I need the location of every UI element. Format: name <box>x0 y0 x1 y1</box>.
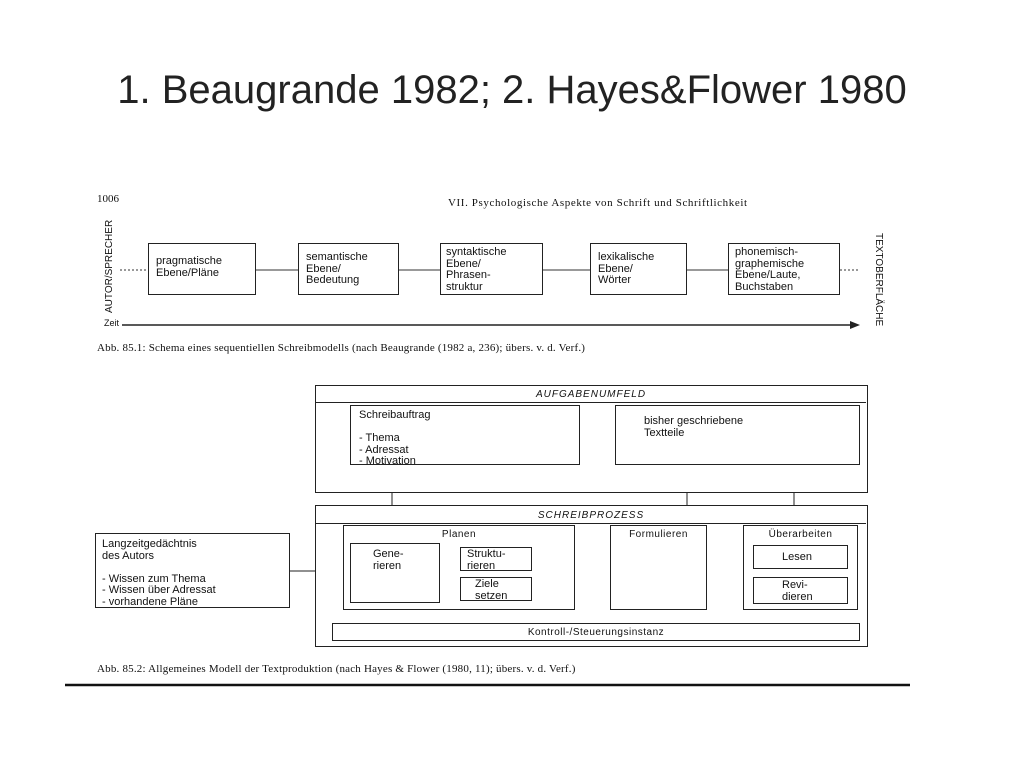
set-goals-box: Ziele setzen <box>460 577 532 601</box>
box-syntactic-level: syntaktische Ebene/ Phrasen- struktur <box>440 243 543 295</box>
box-phonemic-level: phonemisch- graphemische Ebene/Laute, Buchstaben <box>728 243 840 295</box>
figure1-caption: Abb. 85.1: Schema eines sequentiellen Schreibmodells (nach Beaugrande (1982 a, 236); übers. v. d. Verf.) <box>97 342 586 354</box>
structure-box: Struktu- rieren <box>460 547 532 571</box>
writing-process-title: SCHREIBPROZESS <box>537 510 645 521</box>
task-environment-title: AUFGABENUMFELD <box>535 389 647 400</box>
generate-box: Gene- rieren <box>350 543 440 603</box>
slide-title: 1. Beaugrande 1982; 2. Hayes&Flower 1980 <box>117 68 907 112</box>
formulating-title: Formulieren <box>629 529 688 540</box>
time-label: Zeit <box>104 318 120 328</box>
reading-box: Lesen <box>753 545 848 569</box>
running-header: VII. Psychologische Aspekte von Schrift und Schriftlichkeit <box>448 197 748 209</box>
written-text-box: bisher geschriebene Textteile <box>615 405 860 465</box>
box-pragmatic-level: pragmatische Ebene/Pläne <box>148 243 256 295</box>
revising-title: Überarbeiten <box>768 529 833 540</box>
box-lexical-level: lexikalische Ebene/ Wörter <box>590 243 687 295</box>
revise-box: Revi- dieren <box>753 577 848 604</box>
scanned-figure <box>60 185 920 690</box>
formulating-box <box>610 525 707 610</box>
long-term-memory-box: Langzeitgedächtnis des Autors - Wissen zum Thema - Wissen über Adressat - vorhandene Pläne <box>95 533 290 608</box>
planning-title: Planen <box>441 529 477 540</box>
page-number: 1006 <box>97 193 119 205</box>
writing-assignment-box: Schreibauftrag - Thema - Adressat - Motivation <box>350 405 580 465</box>
figure2-caption: Abb. 85.2: Allgemeines Modell der Textproduktion (nach Hayes & Flower (1980, 11); übers. v. d. Verf.) <box>97 663 576 675</box>
text-surface-label: TEXTOBERFLÄCHE <box>873 233 884 327</box>
author-speaker-label: AUTOR/SPRECHER <box>104 219 115 313</box>
box-semantic-level: semantische Ebene/ Bedeutung <box>298 243 399 295</box>
control-instance-box: Kontroll-/Steuerungsinstanz <box>332 623 860 641</box>
